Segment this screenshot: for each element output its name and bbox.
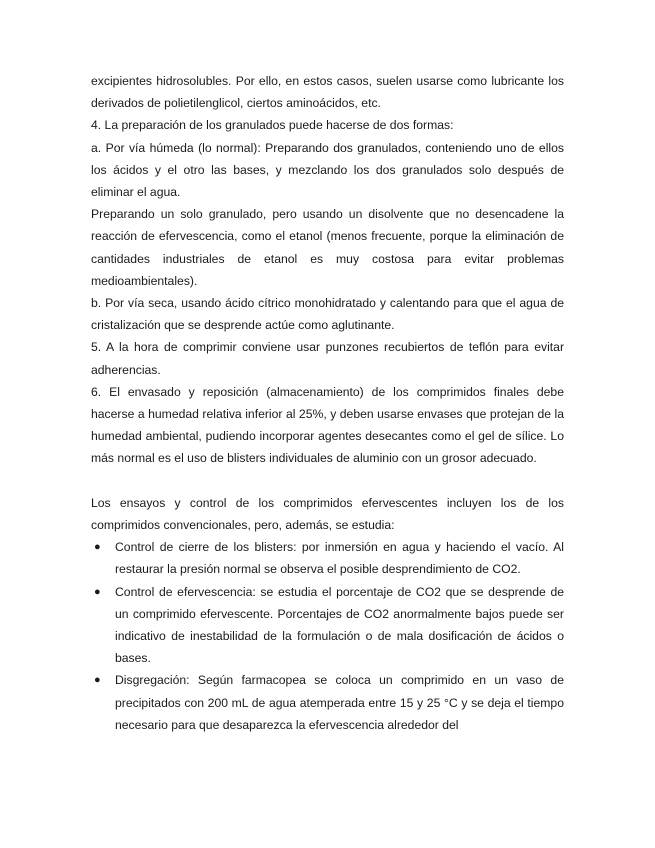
paragraph-item-6: 6. El envasado y reposición (almacenamiento) de los comprimidos finales debe hacerse a humedad relativa inferior al 25%, y deben usarse envases que protejan de la humedad ambiental, pudiendo incorporar agentes desecantes como el gel de sílice. Lo más normal es el uso de blisters individuales de aluminio con un grosor adecuado. (91, 384, 564, 466)
document-page (91, 70, 564, 736)
paragraph-ensayos-intro: Los ensayos y control de los comprimidos efervescentes incluyen los de los comprimidos convencionales, pero, además, se estudia: (91, 495, 564, 533)
bullet-dot-icon: ● (94, 585, 101, 598)
bullet-dot-icon: ● (94, 541, 101, 554)
bullet-list (91, 536, 564, 736)
bullet-item-disgregacion (91, 669, 564, 736)
bullet-item-efervescencia (91, 581, 564, 670)
paragraph-item-4: 4. La preparación de los granulados puede hacerse de dos formas: (91, 118, 454, 133)
paragraph-item-4a: a. Por vía húmeda (lo normal): Preparando dos granulados, conteniendo uno de ellos los ácidos y el otro las bases, y mezclando los dos granulados solo después de eliminar el agua. (91, 140, 564, 200)
paragraph-solo-granulado: Preparando un solo granulado, pero usando un disolvente que no desencadene la reacción de efervescencia, como el etanol (menos frecuente, porque la eliminación de cantidades industriales de etanol es muy costosa para evitar problemas medioambientales). (91, 207, 564, 288)
paragraph-item-5: 5. A la hora de comprimir conviene usar punzones recubiertos de teflón para evitar adherencias. (91, 340, 564, 377)
bullet-text: Control de cierre de los blisters: por inmersión en agua y haciendo el vacío. Al restaurar la presión normal se observa el posible desprendimiento de CO2. (115, 540, 564, 577)
bullet-text: Control de efervescencia: se estudia el porcentaje de CO2 que se desprende de un comprimido efervescente. Porcentajes de CO2 anormalmente bajos puede ser indicativo de inestabilidad de la formulación o de mala dosificación de ácidos o bases. (115, 584, 564, 666)
bullet-item-cierre-blisters (91, 536, 564, 580)
bullet-dot-icon: ● (94, 674, 101, 687)
paragraph-item-4b: b. Por vía seca, usando ácido cítrico monohidratado y calentando para que el agua de cristalización que se desprende actúe como aglutinante. (91, 296, 564, 333)
paragraph-spacer (91, 470, 564, 492)
bullet-text: Disgregación: Según farmacopea se coloca un comprimido en un vaso de precipitados con 200 mL de agua atemperada entre 15 y 25 °C y se deja el tiempo necesario para que desaparezca la efervescencia alrededor del (115, 673, 564, 732)
paragraph-excipientes: excipientes hidrosolubles. Por ello, en estos casos, suelen usarse como lubricante los derivados de polietilenglicol, ciertos aminoácidos, etc. (91, 74, 564, 111)
